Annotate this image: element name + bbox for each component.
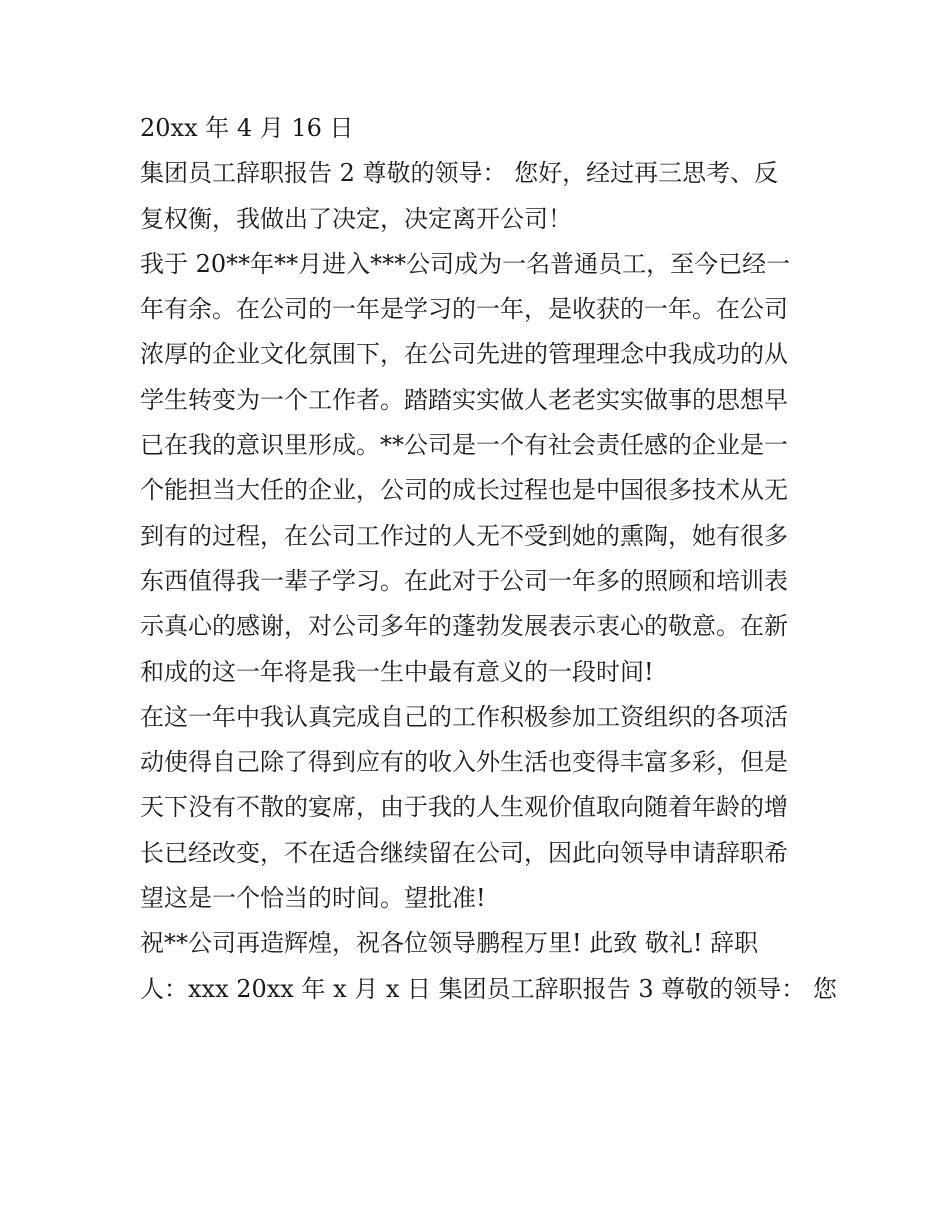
text-line: 浓厚的企业文化氛围下，在公司先进的管理理念中我成功的从 bbox=[140, 340, 788, 369]
text-line: 我于 20**年**月进入***公司成为一名普通员工，至今已经一 bbox=[140, 249, 791, 278]
text-line: 祝**公司再造辉煌，祝各位领导鹏程万里! 此致 敬礼! 辞职 bbox=[140, 929, 759, 958]
text-line: 到有的过程，在公司工作过的人无不受到她的熏陶，她有很多 bbox=[140, 521, 788, 550]
text-line: 动使得自己除了得到应有的收入外生活也变得丰富多彩，但是 bbox=[140, 748, 788, 777]
document-body bbox=[140, 106, 837, 1012]
text-line: 人：xxx 20xx 年 x 月 x 日 集团员工辞职报告 3 尊敬的领导： 您 bbox=[140, 974, 837, 1003]
text-line: 在这一年中我认真完成自己的工作积极参加工资组织的各项活 bbox=[140, 702, 788, 731]
date-line: 20xx 年 4 月 16 日 bbox=[140, 114, 354, 142]
text-line: 年有余。在公司的一年是学习的一年，是收获的一年。在公司 bbox=[140, 295, 788, 324]
text-line: 天下没有不散的宴席，由于我的人生观价值取向随着年龄的增 bbox=[140, 793, 788, 822]
text-line: 和成的这一年将是我一生中最有意义的一段时间! bbox=[140, 657, 654, 686]
text-line: 望这是一个恰当的时间。望批准! bbox=[140, 884, 486, 913]
text-line: 集团员工辞职报告 2 尊敬的领导： 您好，经过再三思考、反 bbox=[140, 159, 779, 188]
text-line: 学生转变为一个工作者。踏踏实实做人老老实实做事的思想早 bbox=[140, 385, 788, 414]
text-line: 个能担当大任的企业，公司的成长过程也是中国很多技术从无 bbox=[140, 476, 788, 505]
text-line: 复权衡，我做出了决定，决定离开公司！ bbox=[140, 204, 572, 233]
text-line: 东西值得我一辈子学习。在此对于公司一年多的照顾和培训表 bbox=[140, 566, 788, 595]
text-line: 长已经改变，不在适合继续留在公司，因此向领导申请辞职希 bbox=[140, 838, 788, 867]
text-line: 示真心的感谢，对公司多年的蓬勃发展表示衷心的敬意。在新 bbox=[140, 612, 788, 641]
text-line: 已在我的意识里形成。**公司是一个有社会责任感的企业是一 bbox=[140, 431, 788, 460]
